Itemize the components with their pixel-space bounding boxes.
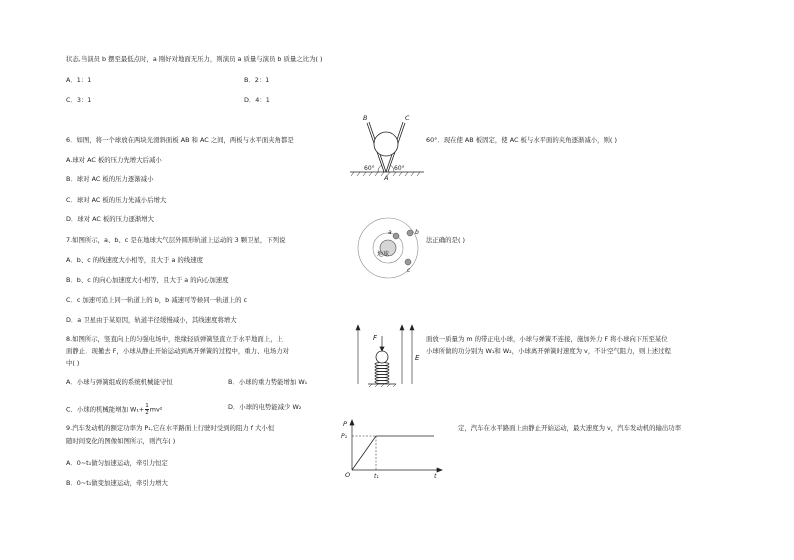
q7-fig-label-c: c bbox=[407, 267, 411, 274]
q5-option-c: C．3：1 bbox=[66, 96, 92, 104]
q9-figure bbox=[340, 418, 452, 480]
q6-option-c: C．球对 AC 板的压力先减小后增大 bbox=[66, 196, 167, 204]
satellite-a-icon bbox=[393, 233, 399, 239]
q6-ball bbox=[374, 132, 398, 156]
q6-fig-label-c: C bbox=[405, 114, 410, 122]
q9-fig-label-t1: t₁ bbox=[374, 473, 379, 480]
q9-axes bbox=[350, 420, 442, 472]
q9-fig-label-t: t bbox=[434, 472, 437, 480]
q9-stem-line-2: 随时间变化的图像如图所示，则汽车( ) bbox=[66, 437, 176, 445]
q9-power-curve bbox=[352, 436, 434, 470]
q6-option-a: A.球对 AC 板的压力先增大后减小 bbox=[66, 156, 162, 164]
q8-fraction-denominator: 2 bbox=[145, 410, 149, 416]
q8-stem-line-2: 面静止．现撤去 F，小球从静止开始运动到离开弹簧的过程中，重力、电场力对 bbox=[66, 347, 289, 355]
q7-fig-label-a: a bbox=[388, 229, 392, 236]
q7-figure bbox=[350, 216, 426, 280]
q6-fig-label-b: B bbox=[363, 114, 368, 122]
q8-ball bbox=[376, 351, 388, 363]
q7-stem-right: 法正确的是( ) bbox=[426, 236, 465, 244]
q5-option-b: B．2：1 bbox=[244, 76, 270, 84]
q8-option-c bbox=[66, 403, 162, 416]
q7-fig-earth-label: 地球 bbox=[377, 251, 390, 258]
q8-stem-right-2: 小球所做的功分别为 W₁和 W₂，小球离开弹簧时速度为 v，不计空气阻力，则上述过程 bbox=[426, 347, 671, 355]
q5-stem: 状态,当演员 b 摆至最低点时，a 刚好对地面无压力，则演员 a 质量与演员 b 质量之比为( ) bbox=[66, 55, 323, 63]
q6-fig-angle-right: 60° bbox=[394, 165, 405, 172]
q9-option-a: A．0~t₁做匀加速运动，牵引力恒定 bbox=[66, 459, 168, 467]
q7-fig-label-b: b bbox=[415, 229, 419, 236]
q8-force-arrow bbox=[380, 336, 384, 351]
satellite-c-icon bbox=[405, 259, 411, 265]
q8-option-d: D．小球的电势能减少 W₂ bbox=[228, 403, 302, 411]
q6-stem-right: 60°．现在使 AB 板固定，使 AC 板与水平面的夹角逐渐减小，则( ) bbox=[426, 136, 617, 144]
q7-option-b: B．b、c 的向心加速度大小相等，且大于 a 的向心加速度 bbox=[66, 276, 229, 284]
satellite-b-icon bbox=[407, 230, 413, 236]
q5-option-a: A．1：1 bbox=[66, 76, 92, 84]
q6-stem-left: 6．如图，将一个球放在两块光滑斜面板 AB 和 AC 之间，两板与水平面夹角都是 bbox=[66, 136, 294, 144]
q6-fig-label-a: A bbox=[384, 174, 389, 182]
q7-option-a: A．b、c 的线速度大小相等，且大于 a 的线速度 bbox=[66, 256, 203, 264]
q6-figure bbox=[348, 112, 428, 182]
q8-option-c-fraction bbox=[145, 403, 149, 416]
q6-option-d: D．球对 AC 板的压力逐渐增大 bbox=[66, 215, 155, 223]
q9-stem-line-1: 9.汽车发动机的额定功率为 P₁,它在水平路面上行驶时受到的阻力 f 大小恒 bbox=[66, 424, 275, 432]
q8-option-c-suffix: mv² bbox=[149, 405, 163, 414]
q8-fig-label-f: F bbox=[373, 334, 378, 342]
q8-option-b: B．小球的重力势能增加 W₁ bbox=[228, 378, 308, 386]
q9-stem-right-1: 定，汽车在水平路面上由静止开始运动，最大速度为 v，汽车发动机的输出功率 bbox=[458, 424, 682, 432]
q8-stem-line-1: 8.如图所示，竖直向上的匀强电场中，绝缘轻质弹簧竖直立于水平地面上，上 bbox=[66, 335, 283, 343]
q5-option-d: D．4：1 bbox=[244, 96, 270, 104]
q9-option-b: B．0~t₁做变加速运动，牵引力增大 bbox=[66, 479, 168, 487]
q9-fig-label-o: O bbox=[345, 471, 351, 479]
q6-fig-angle-left: 60° bbox=[364, 165, 375, 172]
q7-stem-left: 7.如图所示，a、b、c 是在地球大气层外圆形轨道上运动的 3 颗卫星，下列说 bbox=[66, 236, 286, 244]
q8-stem-right-1: 面放一质量为 m 的带正电小球，小球与弹簧不连接，施加外力 F 将小球向下压至某位 bbox=[426, 335, 668, 343]
q8-option-c-prefix: C．小球的机械能增加 W₁+ bbox=[66, 405, 145, 414]
q8-option-a: A．小球与弹簧组成的系统机械能守恒 bbox=[66, 378, 173, 386]
q7-option-d: D．a 卫星由于某原因，轨道半径缓慢减小，其线速度将增大 bbox=[66, 316, 237, 324]
q9-fig-label-p1: P₁ bbox=[341, 433, 348, 440]
q8-spring bbox=[375, 363, 389, 384]
q8-fig-label-e: E bbox=[415, 354, 420, 362]
q8-figure bbox=[352, 322, 422, 388]
q6-option-b: B．球对 AC 板的压力逐渐减小 bbox=[66, 175, 154, 183]
q8-stem-line-3: 中( ) bbox=[66, 359, 80, 367]
q9-fig-label-p: P bbox=[343, 420, 347, 428]
q8-fraction-numerator: 1 bbox=[145, 403, 149, 409]
q7-option-c: C．c 加速可追上同一轨道上的 b，b 减速可等候同一轨道上的 c bbox=[66, 296, 248, 304]
